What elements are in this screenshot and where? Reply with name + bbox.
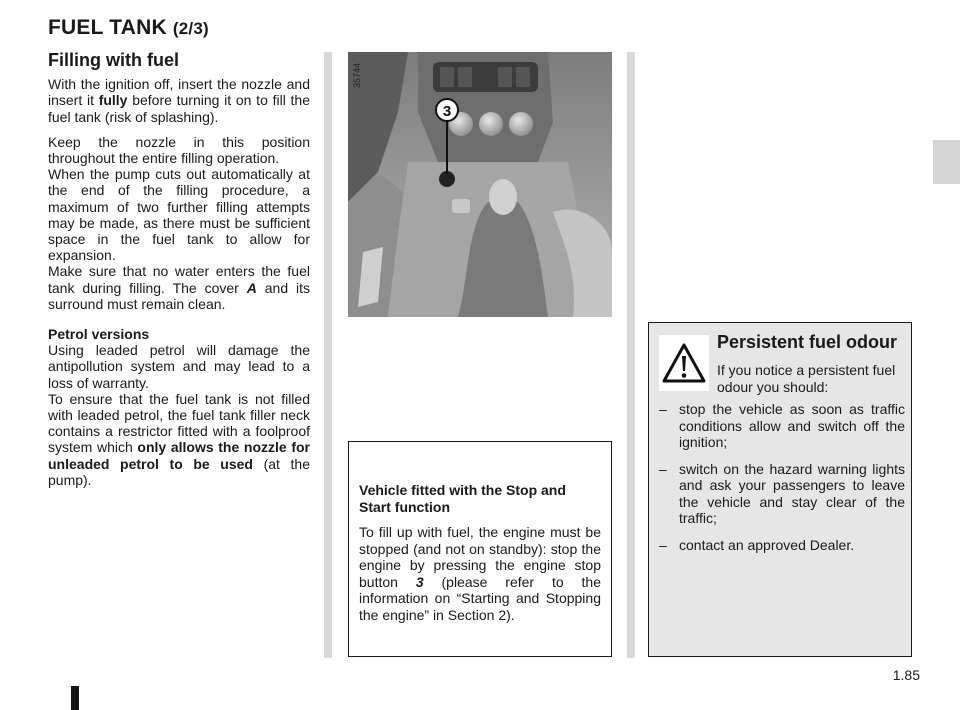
paragraph-pump-cuts-out: When the pump cuts out automatically at the end of the filling procedure, a maximum of two further filling attempts may be made, as there must be sufficient space in the fuel tank to allow for expansion.: [48, 166, 310, 264]
paragraph-keep-nozzle: Keep the nozzle in this position throughout the entire filling operation.: [48, 133, 310, 167]
text-span: (please refer to the information on “Starting and Stopping the engine” in Section 2).: [359, 573, 601, 623]
warning-title: Persistent fuel odour: [717, 332, 898, 352]
list-dash: –: [659, 401, 667, 417]
text-span: (at the pump).: [48, 455, 310, 488]
paragraph-insert-nozzle: [48, 76, 310, 125]
section-tab: [933, 140, 960, 184]
paragraph-restrictor: [48, 391, 310, 488]
list-item-text: contact an approved Dealer.: [679, 536, 855, 553]
emphasis-fully: fully: [98, 92, 128, 109]
crop-mark: [71, 686, 79, 710]
list-dash: –: [659, 536, 667, 553]
petrol-heading: [48, 326, 310, 342]
list-item: [659, 537, 905, 554]
warning-list: [659, 401, 905, 563]
stop-start-info-box: [348, 441, 612, 657]
column-divider-left: [324, 52, 332, 658]
warning-triangle-icon: [659, 335, 709, 391]
text-span: To ensure that the fuel tank is not filled with leaded petrol, the fuel tank filler neck contains a restrictor fitted with a foolproof system which: [48, 390, 310, 456]
text-span: before turning it on to fill the fuel tank (risk of splashing).: [48, 92, 310, 125]
list-item: [659, 461, 905, 527]
stop-start-text: [359, 524, 601, 623]
text-span: Make sure that no water enters the fuel tank during filling. The cover: [48, 263, 310, 296]
list-dash: –: [659, 460, 667, 477]
petrol-heading-text: Petrol versions: [48, 326, 150, 343]
list-item-text: stop the vehicle as soon as traffic conditions allow and switch off the ignition;: [679, 401, 905, 450]
column-divider-right: [627, 52, 635, 658]
left-column: [48, 52, 310, 497]
text-span: and its surround must remain clean.: [48, 279, 310, 312]
page-number: 1.85: [892, 667, 920, 683]
title-main: FUEL TANK: [48, 16, 167, 39]
text-span: With the ignition off, insert the nozzle and insert it: [48, 76, 310, 109]
section-heading: Filling with fuel: [48, 50, 179, 70]
photo-callout-number: 3: [442, 103, 452, 120]
stop-start-heading: Vehicle fitted with the Stop and Start function: [359, 482, 566, 515]
dashboard-photo: [348, 52, 612, 317]
title-part: (2/3): [172, 19, 209, 38]
page-title: [48, 16, 209, 40]
fuel-odour-warning-box: [648, 322, 912, 657]
list-item-text: switch on the hazard warning lights and ask your passengers to leave the vehicle and stay clear of the traffic;: [679, 460, 905, 526]
dashboard-illustration: [348, 52, 612, 317]
button-ref: 3: [415, 573, 424, 590]
emphasis-unleaded: only allows the nozzle for unleaded petrol to be used: [48, 439, 310, 472]
cover-ref: A: [246, 279, 257, 296]
text-span: To fill up with fuel, the engine must be stopped (and not on standby): stop the engine by pressing the engine stop button: [359, 524, 601, 590]
paragraph-no-water: [48, 263, 310, 312]
list-item: [659, 401, 905, 451]
warning-intro: If you notice a persistent fuel odour you should:: [717, 362, 896, 395]
paragraph-leaded-petrol: Using leaded petrol will damage the antipollution system and may lead to a loss of warranty.: [48, 342, 310, 391]
photo-reference-number: 35744: [352, 62, 362, 88]
